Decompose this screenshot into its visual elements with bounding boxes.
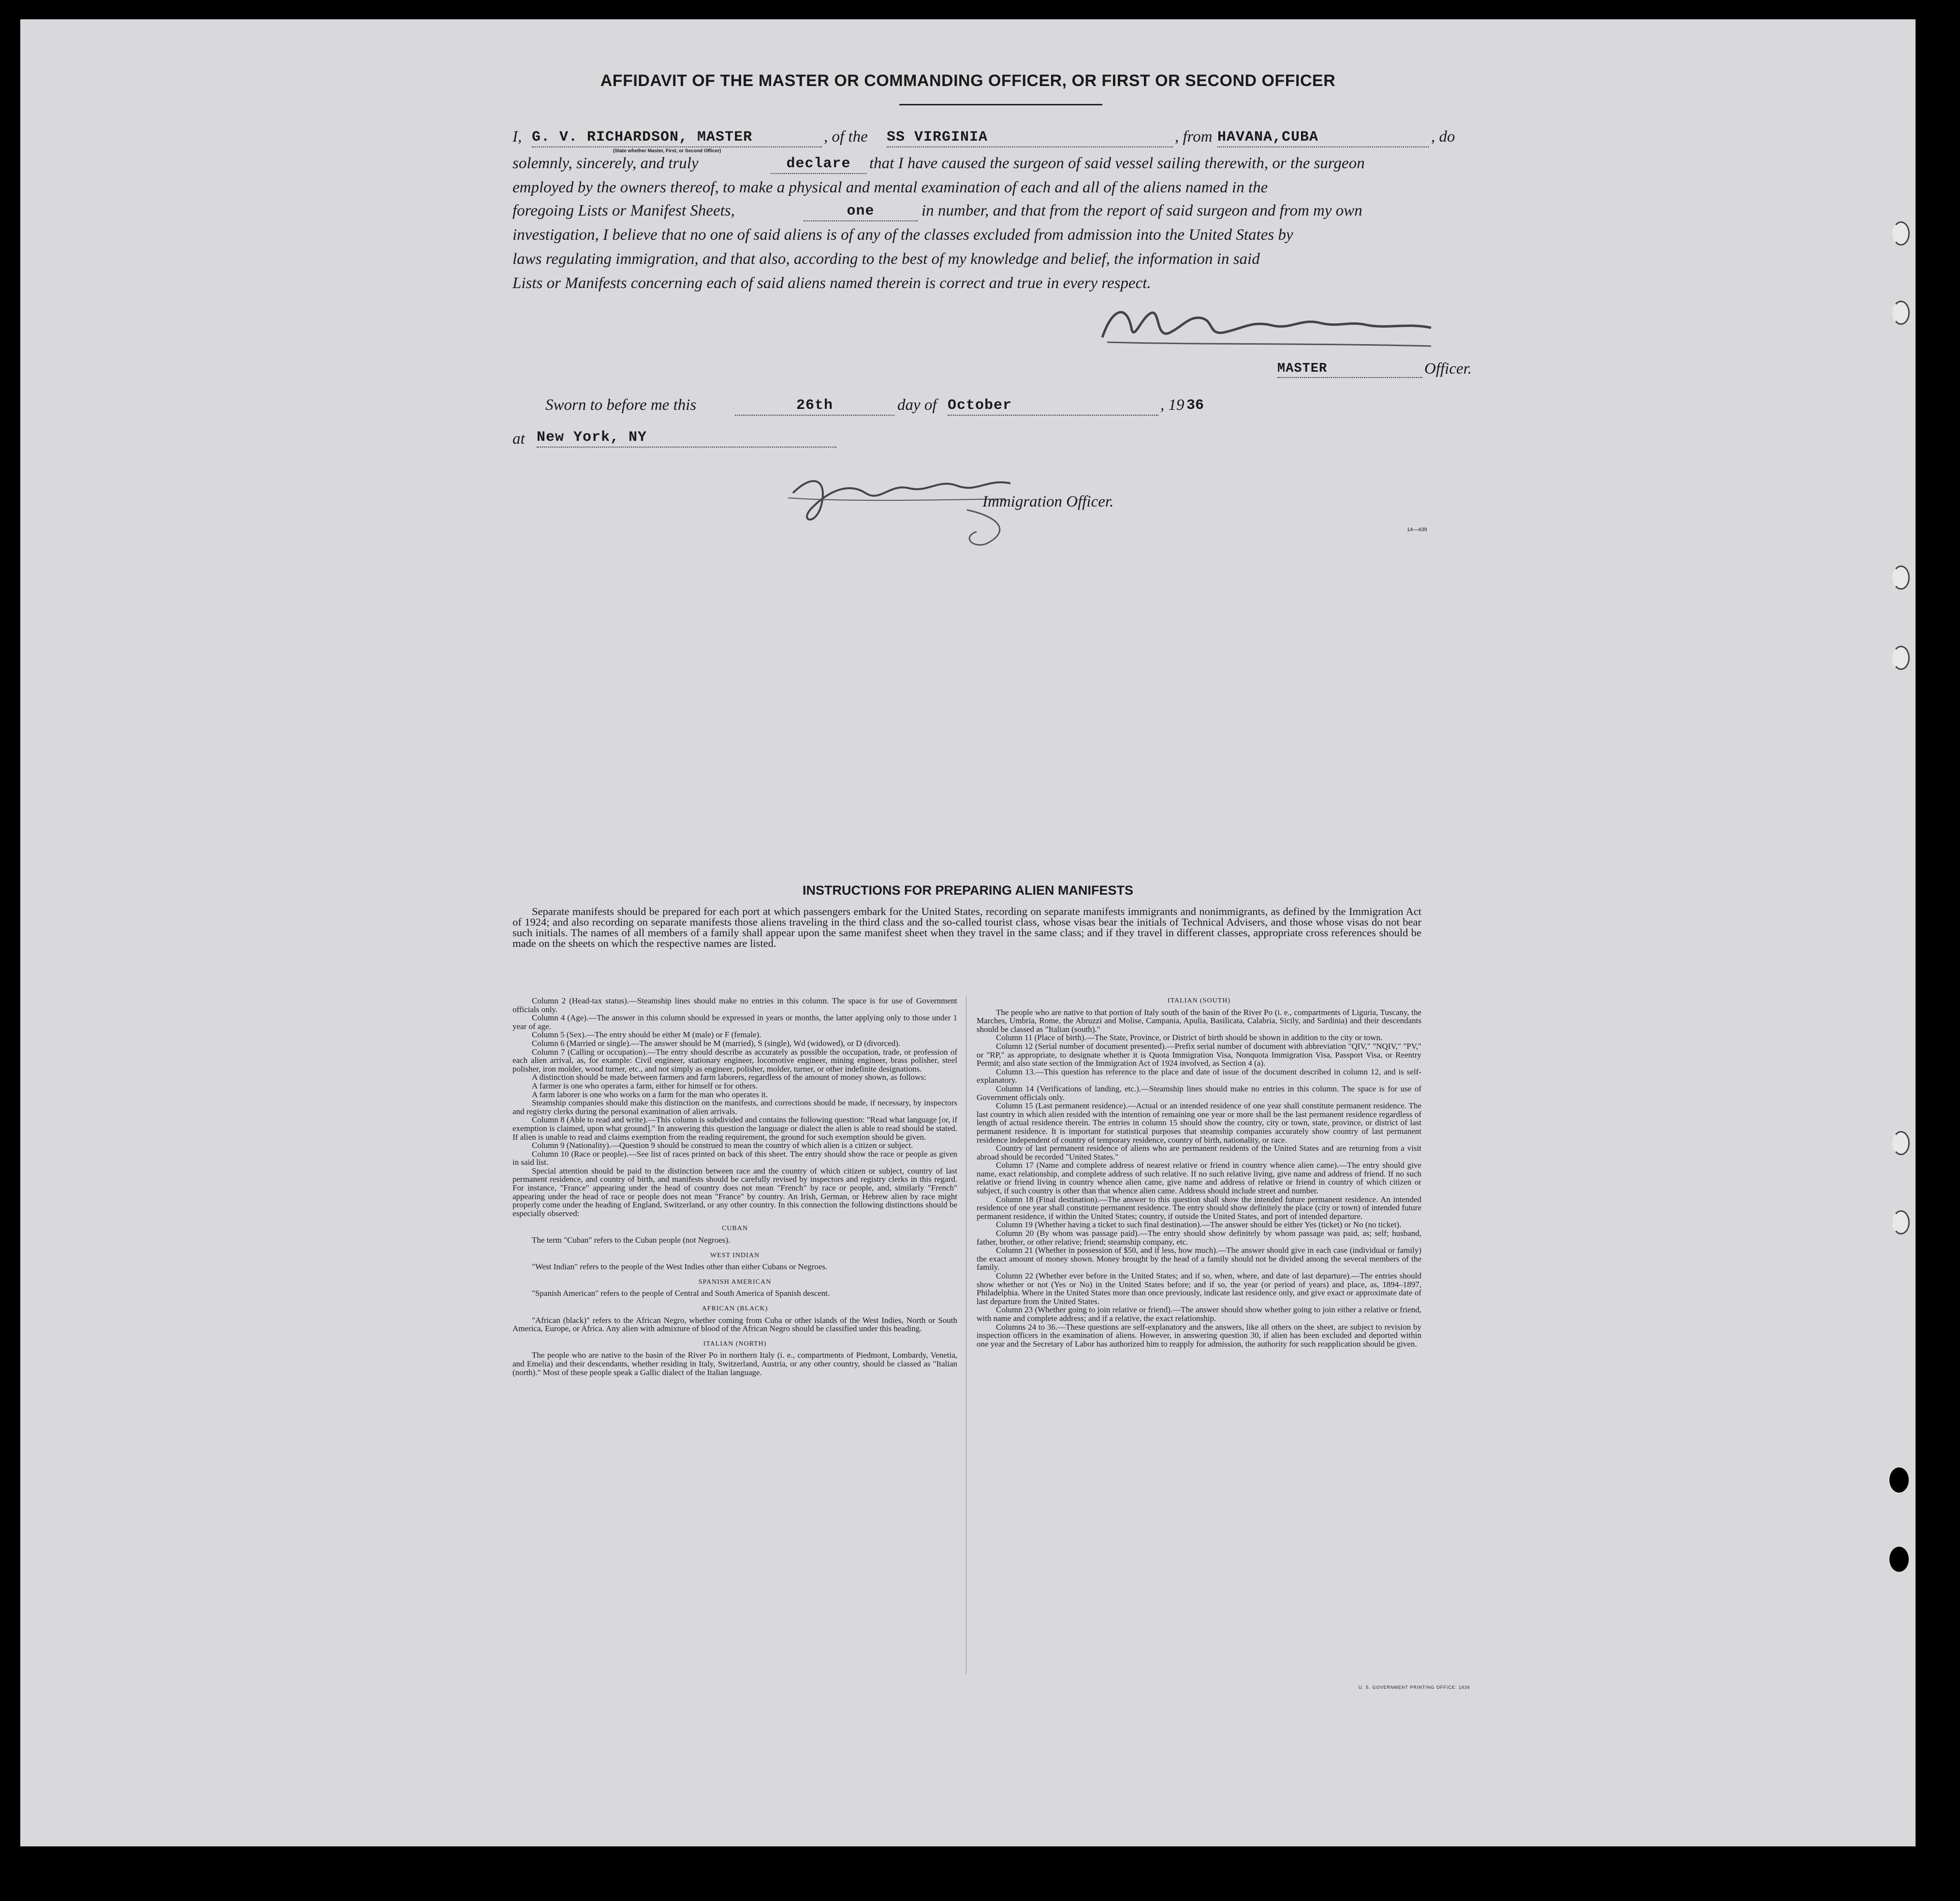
affidavit-line-4b: in number, and that from the report of said surgeon and from my own (921, 202, 1362, 219)
instruction-paragraph: Column 20 (By whom was passage paid).—The entry should show definitely by whom passage was paid, as; self; husband, father, brother, or other relative; friend; steamship company, etc. (977, 1229, 1421, 1247)
instruction-paragraph: Column 4 (Age).—The answer in this column should be expressed in years or months, the latter applying only to those under 1 year of age. (512, 1013, 957, 1031)
binder-hole (1889, 1467, 1909, 1493)
instruction-paragraph: Column 13.—This question has reference to the place and date of issue of the document described in column 12, and is self-explanatory. (977, 1067, 1421, 1085)
instruction-paragraph: Column 18 (Final destination).—The answer to this question shall show the intended future permanent residence. An intended residence of one year shall constitute permanent residence. The entry should show definitely the place (city or town) of intended future permanent residence, if within the United States; country, if outside the United States, and port of intended departure. (977, 1194, 1421, 1221)
sworn-day-field: 26th (735, 397, 894, 416)
african-heading: AFRICAN (BLACK) (702, 1305, 768, 1312)
printer-note: U. S. GOVERNMENT PRINTING OFFICE: 1936 (1359, 1685, 1470, 1690)
vessel-field: SS VIRGINIA (887, 129, 1173, 147)
instruction-paragraph: Column 17 (Name and complete address of nearest relative or friend in country whence alien came).—The entry should give name, exact relationship, and complete address of such relative. If no such relative living, give name and address of friend. If no such relative or friend living in country whence alien came, give name and address of relative or friend in country of which citizen or subject, if such country is other than that whence alien came. Address should include street and number. (977, 1161, 1421, 1196)
instruction-paragraph: Column 11 (Place of birth).—The State, Province, or District of birth should be shown in addition to the city or town. (996, 1033, 1383, 1043)
of-the-label: , of the (824, 128, 868, 145)
affidavit-line-2a: solemnly, sincerely, and truly (512, 155, 699, 172)
manifest-sheet (20, 19, 1916, 1846)
officer-note: (State whether Master, First, or Second Officer) (613, 148, 721, 154)
affidavit-title: AFFIDAVIT OF THE MASTER OR COMMANDING OFFICER, OR FIRST OR SECOND OFFICER (600, 72, 1336, 90)
affidavit-line-3: employed by the owners thereof, to make a physical and mental examination of each and all of the aliens named in the (512, 179, 1268, 196)
at-label: at (512, 430, 525, 448)
cuban-heading: CUBAN (721, 1225, 748, 1233)
italian-north-heading: ITALIAN (NORTH) (703, 1340, 767, 1348)
instruction-paragraph: Country of last permanent residence of aliens who are permanent residents of the United States and are returning from a visit abroad should be recorded "United States." (977, 1144, 1421, 1161)
binder-hole (1892, 646, 1910, 670)
form-number: 14—439 (1407, 527, 1427, 533)
count-field: one (804, 203, 918, 221)
year-prefix: , 19 (1160, 396, 1185, 414)
instruction-paragraph: A distinction should be made between farmers and farm laborers, regardless of the amount of money shown, as follows: (532, 1073, 926, 1082)
instruction-paragraph: Column 7 (Calling or occupation).—The entry should describe as accurately as possible the occupation, trade, or profession of each alien arrival, as, for example: Civil engineer, stationary engineer, locomotive engineer, mining engineer, brass polisher, steel polisher, iron molder, wood turner, etc., and not simply as engineer, polisher, molder, turner, or other indefinite designations. (512, 1047, 957, 1074)
instruction-paragraph: Column 19 (Whether having a ticket to such final destination).—The answer should be either Yes (ticket) or No (no ticket). (996, 1220, 1402, 1230)
sworn-month-field: October (948, 397, 1158, 416)
african-text: "African (black)" refers to the African Negro, whether coming from Cuba or other islands of the West Indies, North or South America, Europe, or Africa. Any alien with admixture of blood of the African Negro should be classified under this heading. (512, 1315, 957, 1334)
instruction-paragraph: Column 22 (Whether ever before in the United States; and if so, when, where, and date of last departure).—The entries should show whether or not (Yes or No) in the United States before; and if so, the year (or period of years) and place, as, 1894–1897, Philadelphia. Where in the United States more than once previously, indicate last residence only, and give exact or approximate date of last departure from the United States. (977, 1271, 1421, 1306)
instruction-paragraph: Column 8 (Able to read and write).—This column is subdivided and contains the following question: "Read what language [or, if exemption is claimed, upon what ground]." In answering this question the language or dialect the alien is able to read should be stated. If alien is unable to read and claims exemption from the reading requirement, the ground for such exemption should be given. (512, 1115, 957, 1142)
affidavit-line-6: laws regulating immigration, and that also, according to the best of my knowledge and belief, the information in said (512, 250, 1260, 268)
affidavit-line-4a: foregoing Lists or Manifest Sheets, (512, 202, 735, 219)
affidavit-line-7: Lists or Manifests concerning each of said aliens named therein is correct and true in every respect. (512, 275, 1151, 292)
instruction-paragraph: A farmer is one who operates a farm, either for himself or for others. (532, 1081, 758, 1090)
instructions-left-column (512, 997, 957, 1377)
instructions-right-column (977, 997, 1421, 1348)
instruction-paragraph: The people who are native to that portion of Italy south of the basin of the River Po (i. e., compartments of Liguria, Tuscany, the Marches, Umbria, Rome, the Abruzzi and Molise, Campania, Apulia, Basilicata, Calabria, Sicily, and Sardinia) and their descendants should be classed as "Italian (south)." (977, 1007, 1421, 1034)
title-rule (899, 104, 1102, 105)
west-indian-heading: WEST INDIAN (710, 1251, 760, 1259)
instruction-paragraph: Column 2 (Head-tax status).—Steamship lines should make no entries in this column. The space is for use of Government officials only. (512, 996, 957, 1014)
affidavit-line-5: investigation, I believe that no one of said aliens is of any of the classes excluded from admission into the United States by (512, 226, 1293, 244)
do-label: , do (1431, 128, 1455, 145)
binder-hole (1892, 301, 1910, 325)
master-signature (1097, 299, 1436, 352)
instruction-paragraph: Column 10 (Race or people).—See list of races printed on back of this sheet. The entry should show the race or people as given in said list. (512, 1149, 957, 1167)
instruction-paragraph: Column 6 (Married or single).—The answer should be M (married), S (single), Wd (widowed), or D (divorced). (532, 1038, 901, 1048)
immigration-officer-label: Immigration Officer. (982, 493, 1114, 510)
instruction-paragraph: A farm laborer is one who works on a farm for the man who operates it. (532, 1089, 768, 1099)
spanish-american-text: "Spanish American" refers to the people of Central and South America of Spanish descent. (532, 1289, 830, 1298)
instruction-paragraph: Column 23 (Whether going to join relative or friend).—The answer should show whether going to join either a relative or friend, with name and complete address; and if a relative, the exact relationship. (977, 1305, 1421, 1323)
officer-label: Officer. (1424, 360, 1472, 377)
year-suffix: 36 (1186, 397, 1204, 414)
binder-hole (1892, 1210, 1910, 1234)
instruction-paragraph: Column 5 (Sex).—The entry should be either M (male) or F (female). (532, 1030, 761, 1040)
officer-rank-field: MASTER (1277, 362, 1422, 378)
instruction-paragraph: Steamship companies should make this distinction on the manifests, and corrections should be made, if necessary, by inspectors and registry clerks during the personal examination of alien arrivals. (512, 1098, 957, 1116)
affidavit-i: I, (512, 128, 522, 145)
binder-hole (1892, 221, 1910, 246)
italian-north-text: The people who are native to the basin of the River Po in northern Italy (i. e., compartments of Piedmont, Lombardy, Venetia, and Emelia) and their descendants, whether residing in Italy, Switzerland, Austria, or any other country, should be classed as "Italian (north)." Most of these people speak a Gallic dialect of the Italian language. (512, 1350, 957, 1377)
instruction-paragraph: Column 21 (Whether in possession of $50, and if less, how much).—The answer should give in each case (individual or family) the exact amount of money shown. Money brought by the head of a family should not be divided among the several members of the family. (977, 1246, 1421, 1272)
binder-hole (1892, 1131, 1910, 1155)
italian-south-heading: ITALIAN (SOUTH) (1167, 997, 1231, 1004)
declare-field: declare (771, 156, 866, 174)
officer-name-field: G. V. RICHARDSON, MASTER (532, 129, 822, 147)
instructions-title: INSTRUCTIONS FOR PREPARING ALIEN MANIFESTS (802, 883, 1134, 898)
instruction-paragraph: Column 9 (Nationality).—Question 9 should be construed to mean the country of which alien is a citizen or subject. (532, 1141, 913, 1150)
instruction-paragraph: Columns 24 to 36.—These questions are self-explanatory and the answers, like all others on the sheet, are subject to revision by inspection officers in the examination of aliens. However, in answering question 30, if alien has been excluded and deported within one year and the Secretary of Labor has authorized him to reapply for admission, the authority for such reapplication should be given. (977, 1322, 1421, 1349)
day-of-label: day of (897, 396, 937, 414)
instruction-paragraph: Column 12 (Serial number of document presented).—Prefix serial number of document with abbreviation "QIV," "NQIV," "PV," or "RP," as appropriate, to designate whether it is Quota Immigration Visa, Nonquota Immigration Visa, Passport Visa, or Reentry Permit; and also state section of the Immigration Act of 1924 involved, as Section 4 (a). (977, 1041, 1421, 1068)
port-field: HAVANA,CUBA (1217, 129, 1429, 147)
binder-hole (1892, 566, 1910, 590)
location-field: New York, NY (537, 429, 836, 448)
spanish-american-heading: SPANISH AMERICAN (698, 1278, 772, 1286)
cuban-text: The term "Cuban" refers to the Cuban people (not Negroes). (532, 1235, 731, 1245)
instruction-paragraph: Special attention should be paid to the distinction between race and the country of which citizen or subject, country of last permanent residence, and country of birth, and manifests should be carefully revised by inspectors and registry clerks in this regard. For instance, "France" appearing under the head of country does not mean "French" by race or people, and, similarly "French" appearing under the head of race or people does not mean "France" by country. An Irish, German, or Hebrew alien by race might properly come under the heading of England, Switzerland, or any other country. In this connection the following distinctions should be especially observed: (512, 1166, 957, 1218)
instruction-paragraph: Column 14 (Verifications of landing, etc.).—Steamship lines should make no entries in this column. The space is for use of Government officials only. (977, 1084, 1421, 1102)
from-label: , from (1175, 128, 1213, 145)
binder-hole (1889, 1547, 1909, 1572)
instructions-intro: Separate manifests should be prepared for each port at which passengers embark for the United States, recording on separate manifests immigrants and nonimmigrants, as defined by the Immigration Act of 1924; and also recording on separate manifests those aliens traveling in the third class and the so-called tourist class, whose visas bear the initials of Technical Advisers, and those whose visas do not bear such initials. The names of all members of a family shall appear upon the same manifest sheet when they travel in the same class; and if they travel in different classes, appropriate cross references should be made on the sheets on which the respective names are listed. (512, 905, 1421, 949)
sworn-label: Sworn to before me this (545, 396, 697, 414)
affidavit-line-2b: that I have caused the surgeon of said vessel sailing therewith, or the surgeon (869, 155, 1365, 172)
instruction-paragraph: Column 15 (Last permanent residence).—Actual or an intended residence of one year shall constitute permanent residence. The last country in which alien resided with the intention of remaining one year or more shall be the last permanent residence regardless of length of actual residence therein. The entries in column 15 should show the country, city or town, state, province, or district of last permanent residence. It is important for statistical purposes that steamship companies accurately show country of last permanent residence independent of country of temporary residence, country of birth, nationality, or race. (977, 1101, 1421, 1145)
west-indian-text: "West Indian" refers to the people of the West Indies other than either Cubans or Negroes. (532, 1262, 828, 1272)
